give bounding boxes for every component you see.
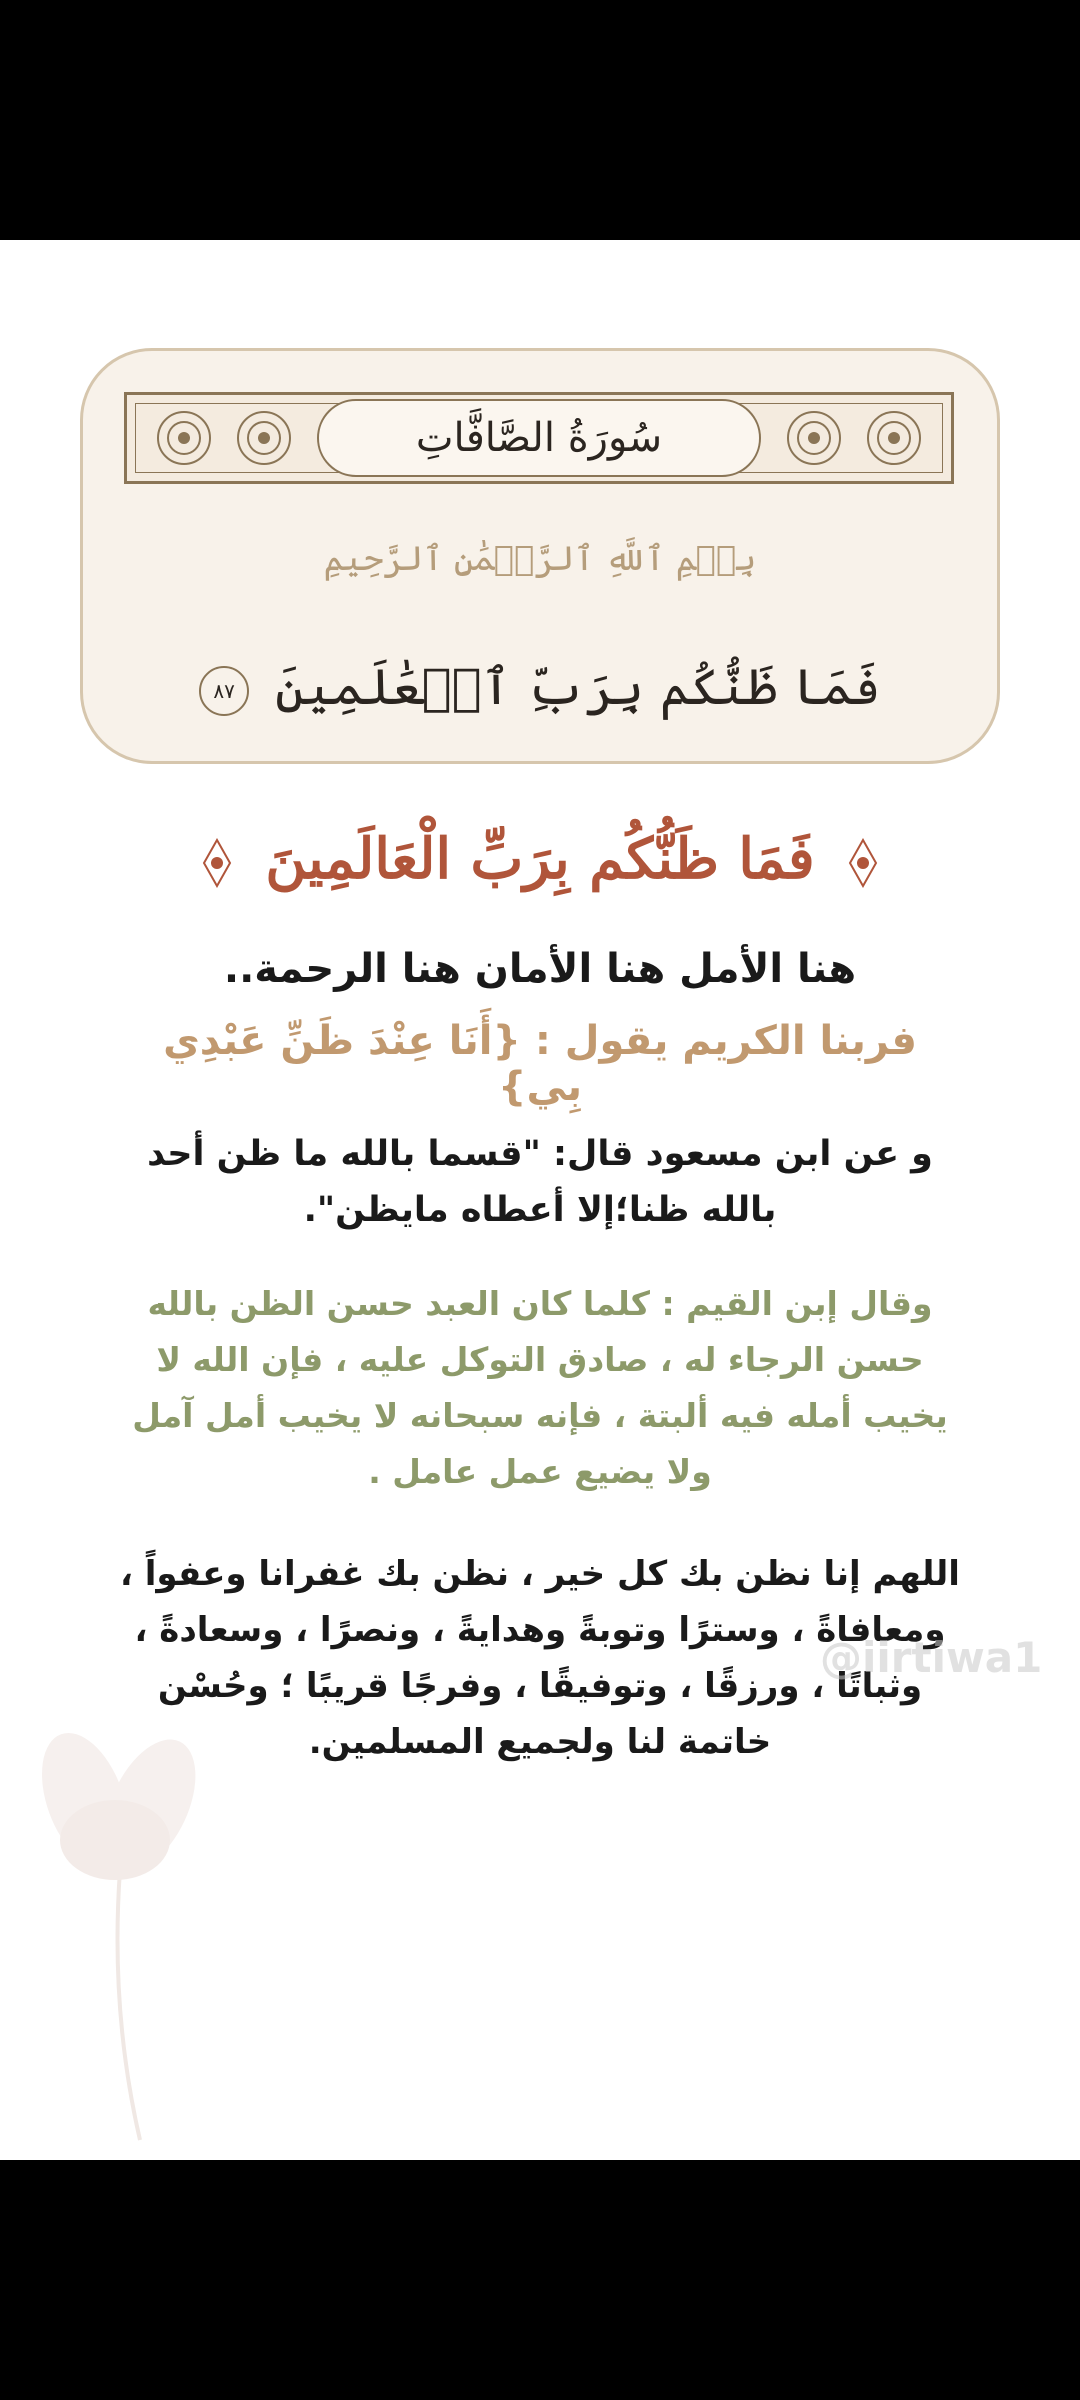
ayah-number-badge: ٨٧ <box>199 666 249 716</box>
ibn-masud-paragraph: و عن ابن مسعود قال: "قسما بالله ما ظن أحد بالله ظنا؛إلا أعطاه مايظن". <box>147 1134 933 1230</box>
dua-paragraph: اللهم إنا نظن بك كل خير ، نظن بك غفرانا وعفواً ، ومعافاةً ، وسترًا وتوبةً وهدايةً ، ونصرًا ، وسعادةً ، وثباتًا ، ورزقًا ، وتوفيقًا ، وفرجًا قريبًا ؛ وحُسْن خاتمة لنا ولجميع المسلمين. <box>120 1554 960 1762</box>
watermark: @iirtiwa1 <box>820 1633 1043 1682</box>
surah-name: سُورَةُ الصَّافَّاتِ <box>415 415 663 461</box>
hope-line: هنا الأمل هنا الأمان هنا الرحمة.. <box>223 946 857 992</box>
ibn-qayyim-paragraph: وقال إبن القيم : كلما كان العبد حسن الظن بالله حسن الرجاء له ، صادق التوكل عليه ، فإن الله لا يخيب أمله فيه ألبتة ، فإنه سبحانه لا يخيب أمل آمل ولا يضيع عمل عامل . <box>132 1284 948 1491</box>
ayah-text: فَمَا ظَنُّكُم بِرَبِّ ٱلۡعَٰلَمِينَ <box>275 658 881 716</box>
surah-banner <box>124 392 954 484</box>
hadith-line: فربنا الكريم يقول : {أَنَا عِنْدَ ظَنِّ عَبْدِي بِي} <box>163 1018 917 1110</box>
flower-ornament-icon <box>846 838 880 888</box>
heading-text: فَمَا ظَنُّكُم بِرَبِّ الْعَالَمِينَ <box>265 826 815 892</box>
ayah-line <box>0 658 1080 716</box>
decorative-flower-icon <box>10 1710 230 2150</box>
flower-ornament-icon <box>200 838 234 888</box>
content-page <box>0 240 1080 2160</box>
surah-name-frame <box>317 399 761 477</box>
basmala: بِسۡمِ ٱللَّهِ ٱلرَّحۡمَٰنِ ٱلرَّحِيمِ <box>323 539 757 579</box>
ornament-right-icon <box>769 405 939 471</box>
quote-heading <box>0 826 1080 892</box>
ornament-left-icon <box>139 405 309 471</box>
